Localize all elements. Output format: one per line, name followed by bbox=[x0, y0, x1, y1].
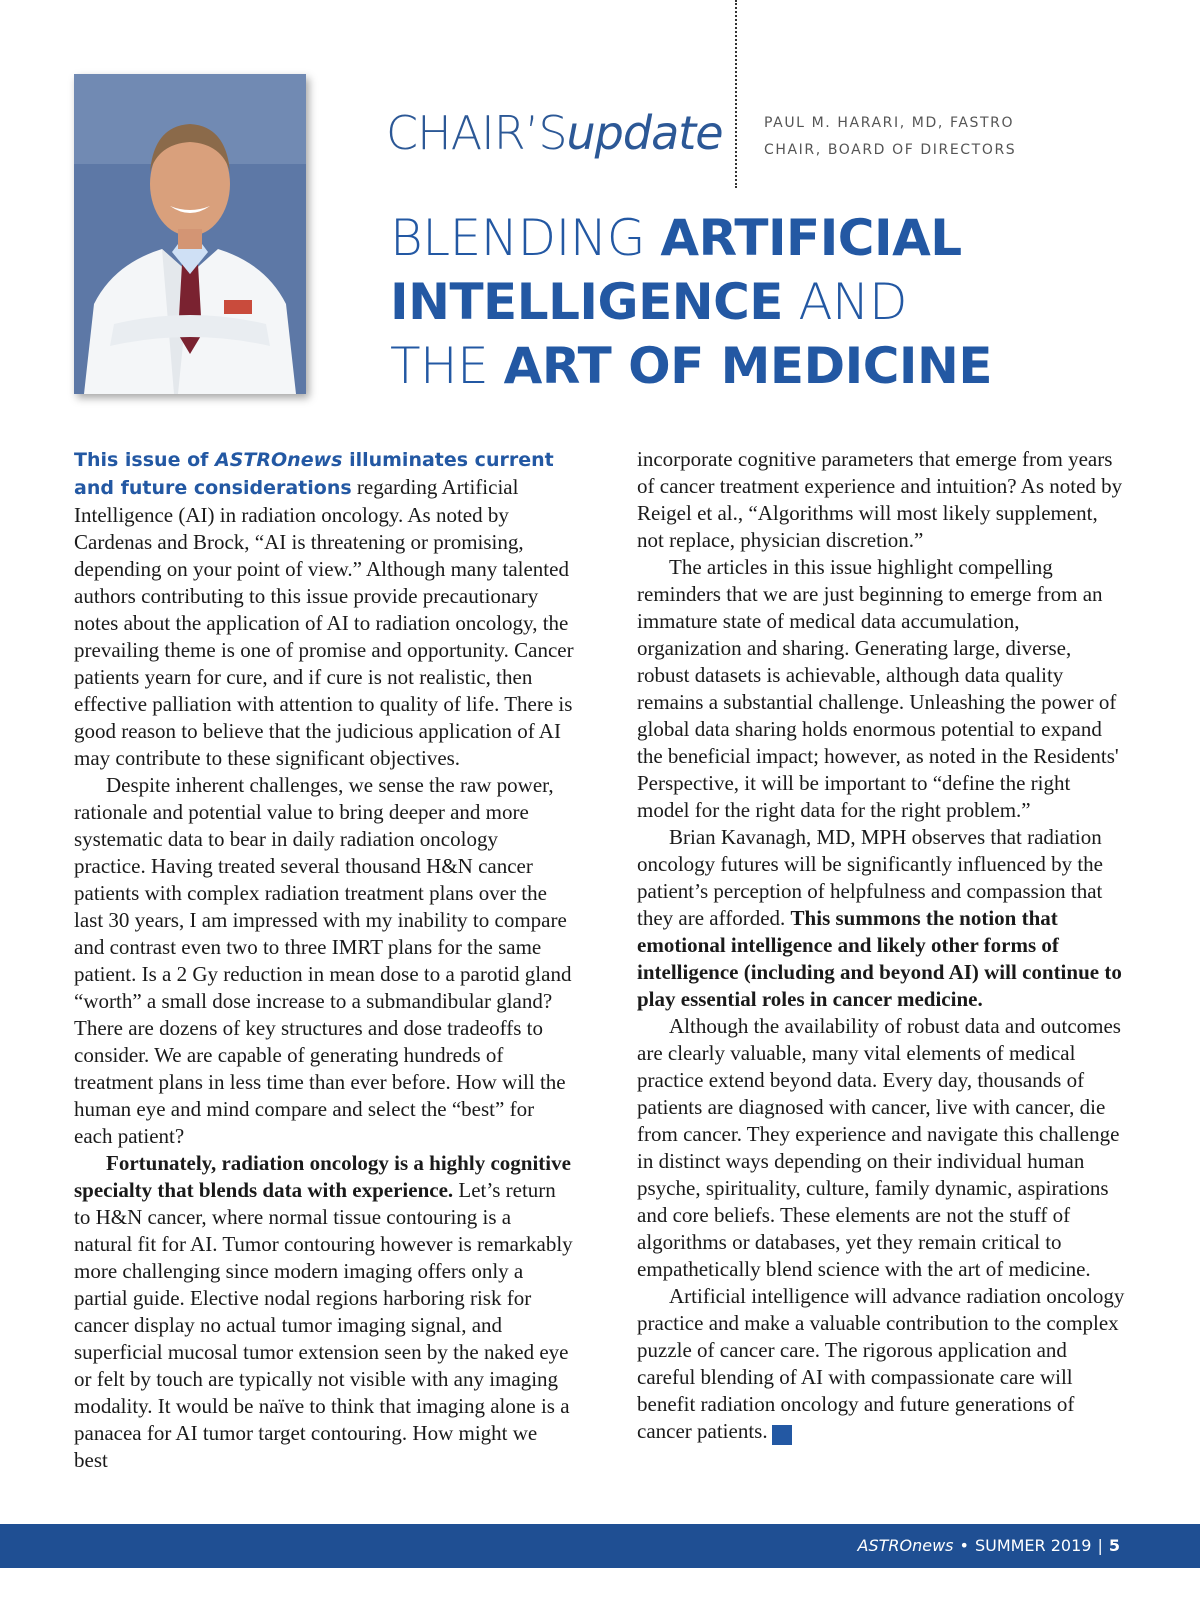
author-title: CHAIR, BOARD OF DIRECTORS bbox=[764, 142, 1017, 158]
headline-word-4: AND bbox=[798, 273, 907, 331]
headline-word-3: INTELLIGENCE bbox=[390, 273, 783, 331]
footer-issue: SUMMER 2019 bbox=[974, 1536, 1092, 1555]
author-name: PAUL M. HARARI, MD, FASTRO bbox=[764, 115, 1015, 131]
paragraph-8 bbox=[637, 1283, 1127, 1445]
paragraph-7: Although the availability of robust data and outcomes are clearly valuable, many vital elements of medical practice extend beyond data. Every day, thousands of patients are diagnosed with cancer, live with cancer, die from cancer. They experience and navigate this challenge in distinct ways depending on their individual human psyche, spirituality, culture, family dynamic, aspirations and core beliefs. These elements are not the stuff of algorithms or databases, yet they remain critical to empathetically blend science with the art of medicine. bbox=[637, 1014, 1121, 1281]
paragraph-8-text: Artificial intelligence will advance radiation oncology practice and make a valuable contribution to the complex puzzle of cancer care. The rigorous application and careful blending of AI with compassionate care will benefit radiation oncology and future generations of cancer patients. bbox=[637, 1284, 1125, 1443]
paragraph-3-text: Let’s return to H&N cancer, where normal tissue contouring is a natural fit for AI. Tumor contouring however is remarkably more challenging since modern imaging offers only a partial guide. Elective nodal regions harboring risk for cancer display no actual tumor imaging signal, and superficial mucosal tumor extension seen by the naked eye or felt by touch are typically not visible with any imaging modality. It would be naïve to think that imaging alone is a panacea for AI tumor target contouring. How might we best bbox=[74, 1178, 573, 1472]
lead-publication: ASTROnews bbox=[215, 449, 343, 471]
right-column bbox=[637, 446, 1127, 1445]
paragraph-5: The articles in this issue highlight compelling reminders that we are just beginning to emerge from an immature state of medical data accumulation, organization and sharing. Generating large, diverse, robust datasets is achievable, although data quality remains a substantial challenge. Unleashing the power of global data sharing holds enormous potential to expand the beneficial impact; however, as noted in the Residents' Perspective, it will be important to “define the right model for the right data for the right problem.” bbox=[637, 555, 1119, 822]
footer-text bbox=[858, 1536, 1120, 1555]
author-photo bbox=[74, 74, 306, 394]
headline-word-2: ARTIFICIAL bbox=[660, 209, 962, 267]
end-of-article-icon: A bbox=[772, 1425, 792, 1445]
paragraph-6-text: Brian Kavanagh, MD, MPH observes that radiation oncology futures will be significantly influenced by the patient’s perception of helpfulness and compassion that they are afforded. bbox=[637, 825, 1103, 930]
section-title bbox=[386, 106, 723, 160]
article-headline bbox=[390, 206, 1170, 398]
left-column bbox=[74, 446, 574, 1474]
paragraph-2: Despite inherent challenges, we sense the raw power, rationale and potential value to bring deeper and more systematic data to bear in daily radiation oncology practice. Having treated several thousand H&N cancer patients with complex radiation treatment plans over the last 30 years, I am impressed with my inability to compare and contrast even two to three IMRT plans for the same patient. Is a 2 Gy reduction in mean dose to a parotid gland “worth” a small dose increase to a submandibular gland? There are dozens of key structures and dose tradeoffs to consider. We are capable of generating hundreds of treatment plans in less time than ever before. How will the human eye and mind compare and select the “best” for each patient? bbox=[74, 773, 572, 1148]
footer-bullet: • bbox=[959, 1536, 969, 1555]
header-divider bbox=[735, 0, 737, 188]
byline bbox=[764, 110, 1016, 164]
footer-publication: ASTROnews bbox=[857, 1536, 954, 1555]
headline-word-6: ART OF MEDICINE bbox=[503, 337, 992, 395]
lead-in: This issue of ASTROnews illuminates current and future considerations bbox=[74, 449, 554, 499]
headline-word-1: BLENDING bbox=[390, 209, 645, 267]
footer-divider: | bbox=[1097, 1536, 1103, 1555]
footer-bar bbox=[0, 1524, 1200, 1568]
page-number: 5 bbox=[1108, 1536, 1120, 1555]
paragraph-3-bold: Fortunately, radiation oncology is a highly cognitive specialty that blends data with experience. bbox=[74, 1151, 571, 1202]
paragraph-1-text: regarding Artificial Intelligence (AI) in radiation oncology. As noted by Cardenas and Brock, “AI is threatening or promising, depending on your point of view.” Although many talented authors contributing to this issue provide precautionary notes about the application of AI to radiation oncology, the prevailing theme is one of promise and opportunity. Cancer patients yearn for cure, and if cure is not realistic, then effective palliation with attention to quality of life. There is good reason to believe that the judicious application of AI may contribute to these significant objectives. bbox=[74, 475, 574, 770]
paragraph-3 bbox=[74, 1150, 574, 1474]
paragraph-4: incorporate cognitive parameters that emerge from years of cancer treatment experience and intuition? As noted by Reigel et al., “Algorithms will most likely supplement, not replace, physician discretion.” bbox=[637, 447, 1123, 552]
section-title-prefix: CHAIR’S bbox=[386, 106, 567, 160]
headline-word-5: THE bbox=[390, 337, 489, 395]
paragraph-6 bbox=[637, 824, 1127, 1013]
paragraph-1 bbox=[74, 446, 574, 772]
section-title-suffix: update bbox=[566, 106, 723, 160]
paragraph-6-bold: This summons the notion that emotional intelligence and likely other forms of intelligence (including and beyond AI) will continue to play essential roles in cancer medicine. bbox=[637, 906, 1122, 1011]
